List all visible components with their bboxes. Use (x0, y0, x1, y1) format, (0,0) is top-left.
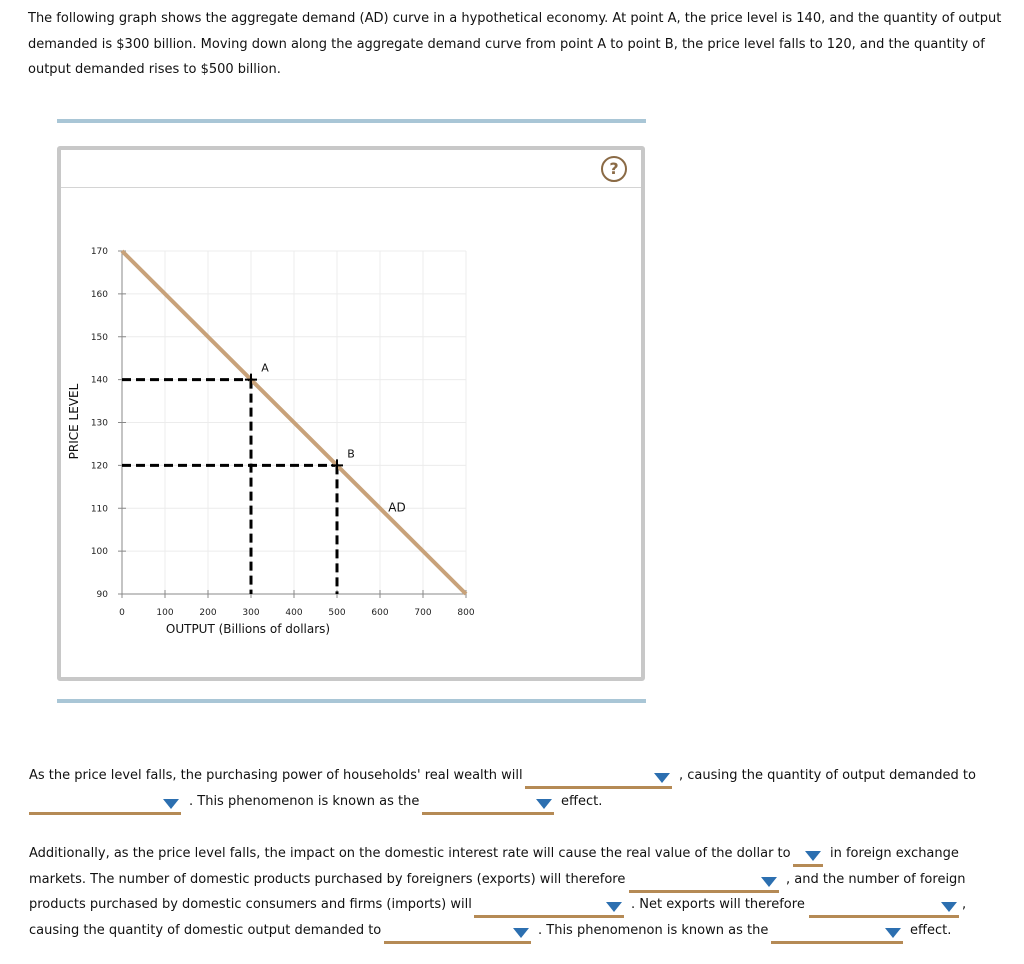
y-tick-label: 150 (90, 332, 108, 343)
x-tick-label: 0 (119, 608, 125, 618)
q2-dropdown-exports[interactable] (629, 871, 779, 893)
q2-dropdown-net-exports[interactable] (809, 896, 959, 918)
q2-text-6: . Net exports will therefore (631, 897, 805, 912)
chevron-down-icon (761, 877, 777, 887)
x-tick-label: 200 (199, 608, 217, 618)
q1-dropdown-effect[interactable] (422, 793, 554, 815)
q2-text-5: products purchased by domestic consumers and firms (imports) will (29, 897, 472, 912)
q2-text-7: , (962, 897, 967, 912)
q2-dropdown-imports[interactable] (474, 896, 624, 918)
intro-text: The following graph shows the aggregate demand (AD) curve in a hypothetical economy. At point A, the price level is 140, and the quantity of output demanded is $300 billion. Moving down along the aggregate demand curve from point A to point B, the price level falls to 120, and the quantity of output demanded rises to $500 billion. (28, 11, 1002, 77)
chevron-down-icon (163, 799, 179, 809)
q1-dropdown-wealth[interactable] (525, 767, 672, 789)
x-tick-label: 700 (414, 608, 432, 618)
x-axis-label: OUTPUT (Billions of dollars) (165, 622, 331, 636)
q1-dropdown-quantity[interactable] (29, 793, 181, 815)
q2-dropdown-dollar[interactable] (793, 845, 823, 867)
bottom-divider (57, 699, 646, 703)
q2-text-2: in foreign exchange (830, 846, 959, 861)
point-label-a: A (261, 361, 269, 375)
q1-text-2: , causing the quantity of output demanded to (679, 768, 976, 783)
x-tick-label: 300 (242, 608, 260, 618)
help-icon[interactable]: ? (601, 156, 627, 182)
chevron-down-icon (654, 773, 670, 783)
q1-text-4: effect. (561, 794, 603, 809)
chevron-down-icon (885, 928, 901, 938)
y-tick-label: 120 (90, 461, 108, 472)
y-axis-label: PRICE LEVEL (67, 383, 81, 460)
chevron-down-icon (513, 928, 529, 938)
x-tick-label: 600 (371, 608, 389, 618)
q1-text-3: . This phenomenon is known as the (189, 794, 420, 809)
chevron-down-icon (805, 851, 821, 861)
q2-dropdown-output[interactable] (384, 922, 531, 944)
y-tick-label: 160 (90, 289, 108, 300)
x-tick-label: 800 (457, 608, 475, 618)
y-tick-label: 170 (90, 247, 108, 257)
chevron-down-icon (536, 799, 552, 809)
chevron-down-icon (941, 902, 957, 912)
y-tick-label: 90 (96, 590, 108, 600)
y-tick-label: 100 (90, 547, 108, 558)
y-tick-label: 110 (90, 504, 108, 515)
point-label-b: B (347, 447, 355, 461)
ad-curve-label: AD (388, 500, 406, 515)
q2-text-10: effect. (910, 923, 952, 938)
y-tick-label: 140 (90, 375, 108, 386)
x-tick-label: 500 (328, 608, 346, 618)
q1-text-1: As the price level falls, the purchasing power of households' real wealth will (29, 768, 523, 783)
y-tick-label: 130 (90, 418, 108, 429)
x-tick-label: 400 (285, 608, 303, 618)
chevron-down-icon (606, 902, 622, 912)
q2-text-4: , and the number of foreign (786, 872, 966, 887)
q2-text-1: Additionally, as the price level falls, the impact on the domestic interest rate will cause the real value of the dollar to (29, 846, 791, 861)
q2-text-8: causing the quantity of domestic output demanded to (29, 923, 382, 938)
q2-dropdown-effect[interactable] (771, 922, 903, 944)
q2-text-3: markets. The number of domestic products purchased by foreigners (exports) will therefore (29, 872, 626, 887)
q2-text-9: . This phenomenon is known as the (538, 923, 769, 938)
x-tick-label: 100 (156, 608, 174, 618)
